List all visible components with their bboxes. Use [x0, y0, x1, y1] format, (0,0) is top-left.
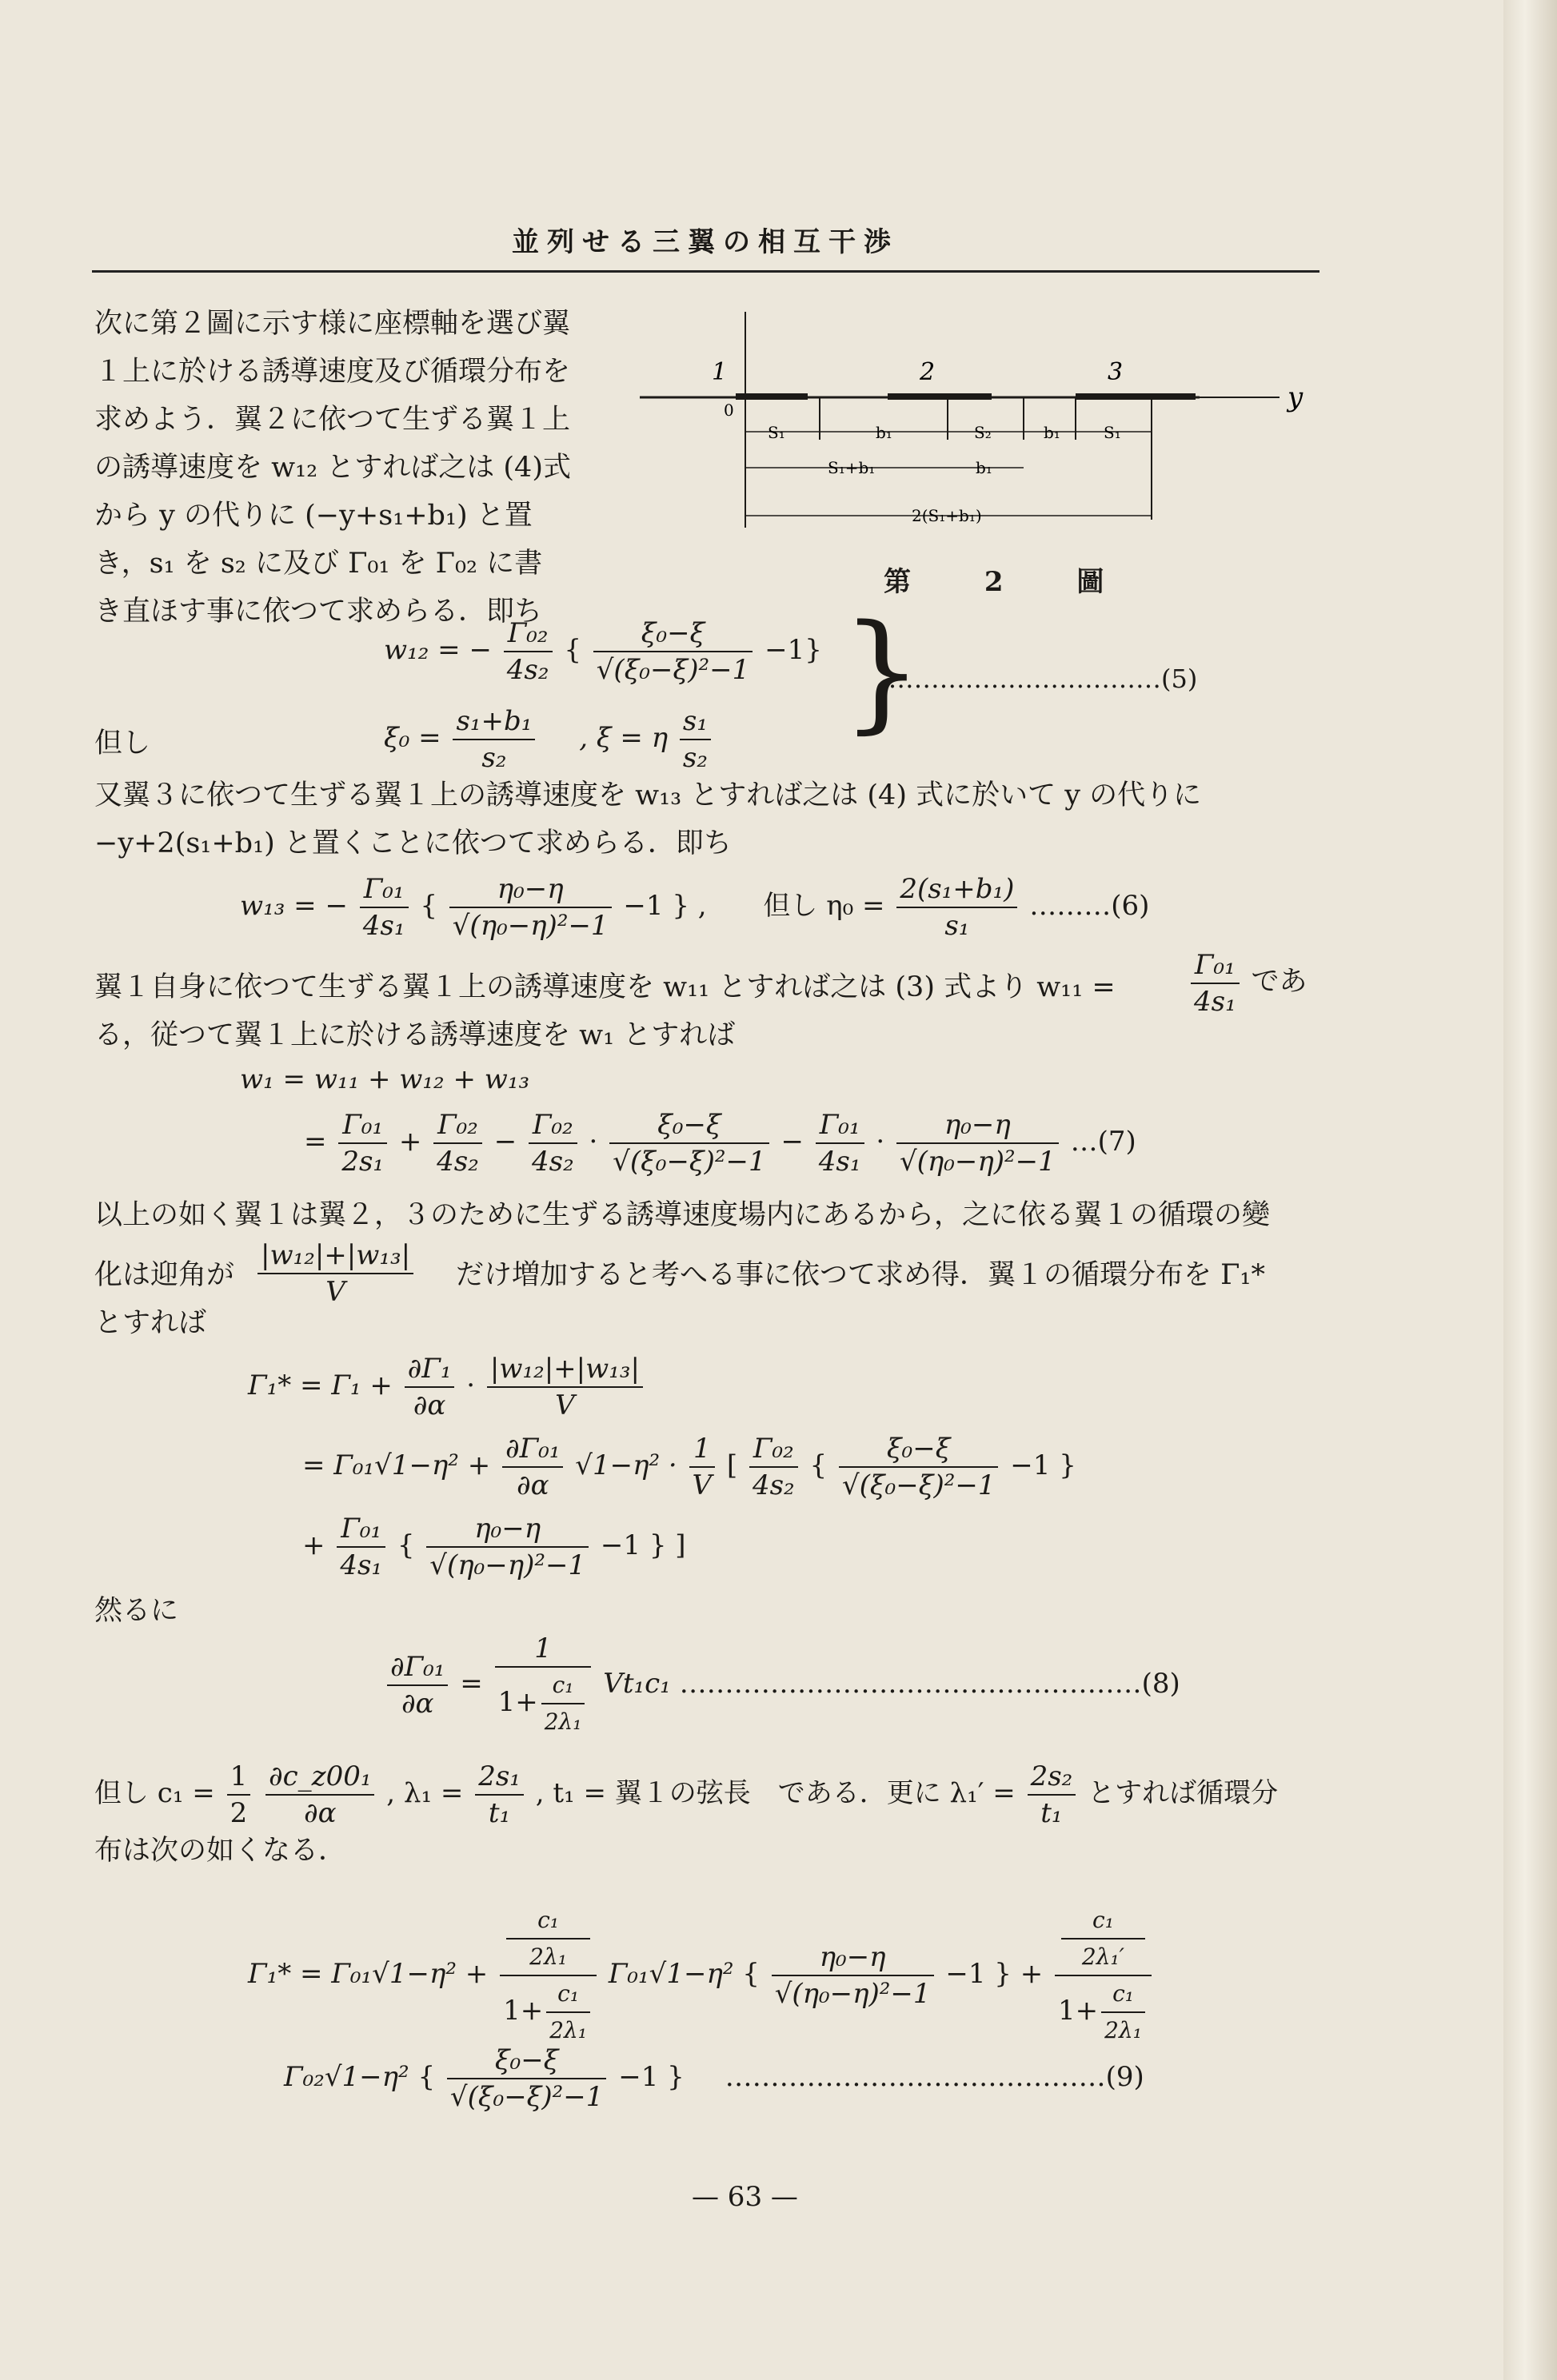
- header-rule: [92, 270, 1319, 273]
- para4-fraction: $\frac{\text{|w₁₂|+|w₁₃|}}{V}$: [254, 1238, 417, 1310]
- equation-5-line-1: w₁₂ = − $\frac{\text{Γ₀₂}}{\text{4s₂}}$ { $\frac{\text{ξ₀−ξ}}{\text{√(ξ₀−ξ)²−1}}$ −1}: [384, 617, 822, 686]
- equation-5-tag: ……………………………(5): [880, 664, 1198, 694]
- para2-line-1: 又翼３に依つて生ずる翼１上の誘導速度を w₁₃ とすれば之は (4) 式に於いて y の代りに: [94, 779, 1202, 811]
- fig-label-b1b: b₁: [1044, 423, 1060, 442]
- para1-line-6: き，s₁ を s₂ に及び Γ₀₁ を Γ₀₂ に書: [94, 548, 543, 580]
- equation-5-line-2: ξ₀ = $\frac{\text{s₁+b₁}}{\text{s₂}}$ , ξ = η $\frac{\text{s₁}}{\text{s₂}}$: [384, 704, 714, 775]
- para1-line-2: １上に於ける誘導速度及び循環分布を: [94, 356, 571, 388]
- fig-label-b1c: b₁: [976, 458, 992, 477]
- fig-label-origin: 0: [724, 401, 734, 420]
- page-header-title: 並列せる三翼の相互干渉: [512, 226, 899, 258]
- para1-line-5: から y の代りに (−y+s₁+b₁) と置: [94, 500, 533, 532]
- fig-wing-3: [1076, 393, 1196, 400]
- fig-label-axis-y: y: [1288, 381, 1303, 413]
- para1-line-1: 次に第２圖に示す様に座標軸を選び翼: [94, 308, 571, 340]
- fig-label-wing2: 2: [920, 358, 936, 386]
- para4-line-2a: 化は迎角が: [94, 1259, 235, 1291]
- figure-2: [624, 304, 1343, 568]
- para4-line-3: とすれば: [94, 1307, 207, 1339]
- fig-label-total: 2(S₁+b₁): [912, 506, 982, 525]
- para3-line-1: 翼１自身に依つて生ずる翼１上の誘導速度を w₁₁ とすれば之は (3) 式より w₁₁ =: [94, 971, 1116, 1003]
- para1-line-3: 求めよう．翼２に依つて生ずる翼１上: [94, 404, 571, 436]
- equation-8: $\frac{\text{∂Γ₀₁}}{\partial\alpha}$ = 1 1+ $\frac{\text{c₁}}{\text{2λ₁}}$ Vt₁c₁ ……………………………………………(8): [384, 1631, 1180, 1740]
- equation-9-line-2: Γ₀₂√1−η² { $\frac{\text{ξ₀−ξ}}{\text{√(ξ₀−ξ)²−1}}$ −1 } ……………………………………(9): [284, 2044, 1144, 2113]
- equation-7-line-1: w₁ = w₁₁ + w₁₂ + w₁₃: [240, 1063, 530, 1095]
- para4-line-2b: だけ増加すると考へる事に依つて求め得．翼１の循環分布を Γ₁*: [456, 1259, 1265, 1291]
- fig-label-s2: S₂: [974, 423, 992, 442]
- para3-fraction: $\frac{\text{Γ₀₁}}{\text{4s₁}}$ であ: [1188, 947, 1307, 1019]
- para6-line-2: 布は次の如くなる．: [94, 1835, 347, 1867]
- para1-line-4: の誘導速度を w₁₂ とすれば之は (4)式: [94, 452, 571, 484]
- para4-line-1: 以上の如く翼１は翼２，３のために生ずる誘導速度場内にあるから，之に依る翼１の循環の變: [94, 1199, 1271, 1231]
- equation-6: w₁₃ = − $\frac{\text{Γ₀₁}}{\text{4s₁}}$ { $\frac{\text{η₀−η}}{\text{√(η₀−η)²−1}}$ −1 } , 但し η₀ = $\frac{\text{2(s₁+b₁)}}{\text{s₁}}$ ………(6): [240, 873, 1150, 942]
- equation-gamma-line-3: + $\frac{\text{Γ₀₁}}{\text{4s₁}}$ { $\frac{\text{η₀−η}}{\text{√(η₀−η)²−1}}$ −1 } ]: [302, 1513, 686, 1581]
- fig-wing-1: [736, 393, 808, 400]
- fig-label-wing1: 1: [712, 358, 728, 386]
- equation-5-brace: }: [841, 596, 923, 746]
- fig-label-wing3: 3: [1108, 358, 1124, 386]
- fig-label-s1: S₁: [768, 423, 785, 442]
- equation-gamma-line-2: = Γ₀₁√1−η² + $\frac{\text{∂Γ₀₁}}{\partial\alpha}$ √1−η² · $\frac{1}{V}$ [ $\frac{\text{Γ₀₂}}{\text{4s₂}}$ { $\frac{\text{ξ₀−ξ}}{\text{√(ξ₀−ξ)²−1}}$ −1 }: [302, 1433, 1076, 1501]
- figure-caption: 第 2 圖: [884, 566, 1136, 598]
- page-number: — 63 —: [692, 2181, 798, 2213]
- fig-wing-2: [888, 393, 992, 400]
- para3-line-2: る，従つて翼１上に於ける誘導速度を w₁ とすれば: [94, 1019, 736, 1051]
- para2-line-2: −y+2(s₁+b₁) と置くことに依つて求めらる．即ち: [94, 827, 732, 859]
- fig-label-b1: b₁: [876, 423, 892, 442]
- para5: 然るに: [94, 1595, 179, 1627]
- fig-label-s1b1: S₁+b₁: [828, 458, 876, 477]
- equation-5-tadashi: 但し: [94, 728, 151, 759]
- equation-7-line-2: = $\frac{\text{Γ₀₁}}{\text{2s₁}}$ + $\frac{\text{Γ₀₂}}{\text{4s₂}}$ − $\frac{\text{Γ₀₂}}{\text{4s₂}}$ · $\frac{\text{ξ₀−ξ}}{\text{√(ξ₀−ξ)²−1}}$ − $\frac{\text{Γ₀₁}}{\text{4s₁}}$ · $\frac{\text{η₀−η}}{\text{√(η₀−η)²−1}}$ …(7): [304, 1109, 1136, 1178]
- para1-line-7: き直ほす事に依つて求めらる．即ち: [94, 596, 543, 628]
- page-edge: [1503, 0, 1557, 2380]
- para6-line-1: 但し c₁ = $\frac{1}{2}$ $\frac{\text{∂c\_z00₁}}{\partial\alpha}$ , λ₁ = $\frac{\text{2s₁}}{\text{t₁}}$ , t₁ = 翼１の弦長 である．更に λ₁′ = $\frac{\text{2s₂}}{\text{t₁}}$ とすれば循環分: [94, 1760, 1279, 1829]
- equation-9-line-1: Γ₁* = Γ₀₁√1−η² + c₁ 2λ₁ 1+ $\frac{\text{c₁}}{\text{2λ₁}}$ Γ₀₁√1−η² { $\frac{\text{η₀−η}}{\text{√(η₀−η)²−1}}$ −1 } + c₁ 2λ₁′ 1+ $\frac{\text{c₁}}{\text{2λ₁}}$: [248, 1903, 1155, 2048]
- fig-label-s1c: S₁: [1104, 423, 1121, 442]
- equation-gamma-line-1: Γ₁* = Γ₁ + $\frac{\text{∂Γ₁}}{\partial\alpha}$ · $\frac{\text{|w₁₂|+|w₁₃|}}{V}$: [248, 1351, 646, 1423]
